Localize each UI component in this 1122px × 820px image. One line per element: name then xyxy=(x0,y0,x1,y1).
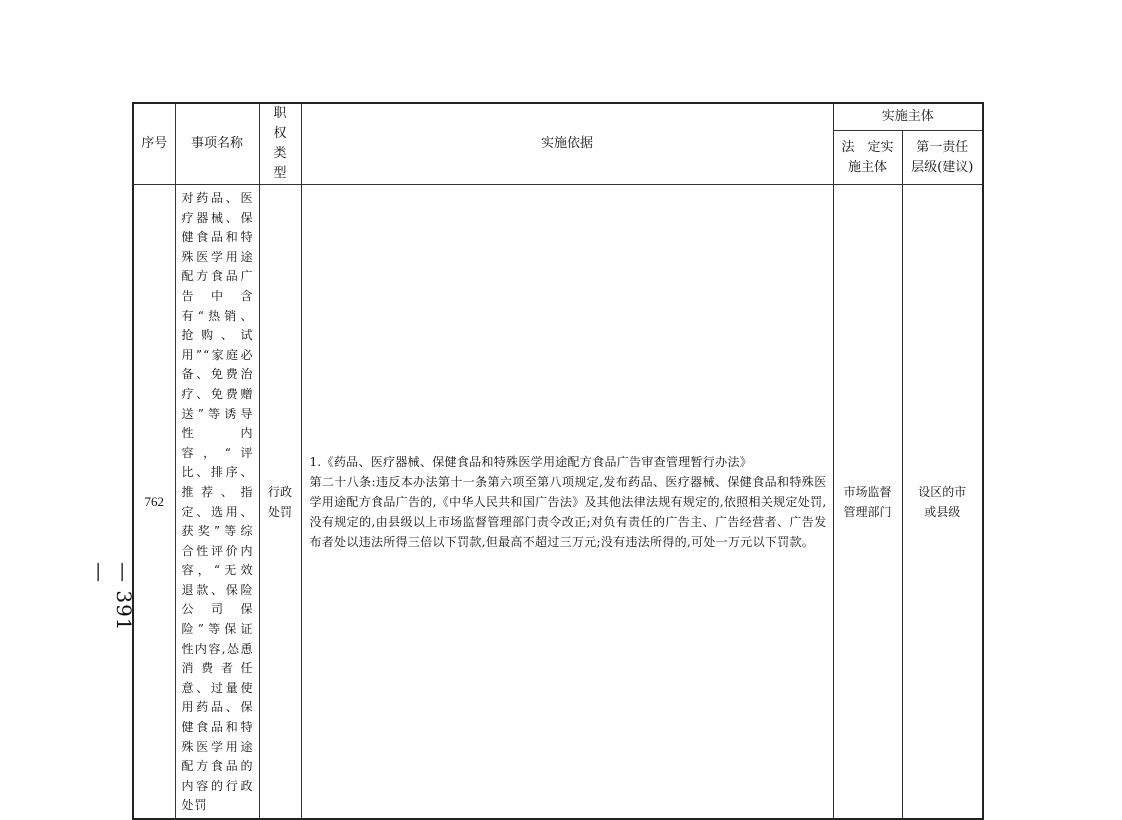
header-first-responsible: 第一责任层级(建议) xyxy=(902,131,983,185)
header-seq: 序号 xyxy=(133,103,175,185)
basis-text: 第二十八条:违反本办法第十一条第六项至第八项规定,发布药品、医疗器械、保健食品和特殊医学用途配方食品广告的,《中华人民共和国广告法》及其他法律法规有规定的,依照相关规定处罚,没有规定的,由县级以上市场监督管理部门责令改正;对负有责任的广告主、广告经营者、广告发布者处以违法所得三倍以下罚款,但最高不超过三万元;没有违法所得的,可处一万元以下罚款。 xyxy=(309,474,827,549)
row-first-responsible: 设区的市或县级 xyxy=(902,185,983,820)
header-legal-subject: 法 定实施主体 xyxy=(833,131,902,185)
header-item-name: 事项名称 xyxy=(175,103,259,185)
row-seq: 762 xyxy=(133,185,175,820)
page-number: — 391 — xyxy=(88,562,136,632)
header-basis: 实施依据 xyxy=(301,103,833,185)
basis-title: 1.《药品、医疗器械、保健食品和特殊医学用途配方食品广告审查管理暂行办法》 xyxy=(309,454,753,469)
header-power-type: 职权类型 xyxy=(259,103,301,185)
enforcement-table xyxy=(132,102,984,820)
row-legal-subject: 市场监督管理部门 xyxy=(833,185,902,820)
row-basis xyxy=(301,185,833,820)
row-item-name: 对药品、医疗器械、保健食品和特殊医学用途配方食品广告中含有“热销、抢购、试用”“家庭必备、免费治疗、免费赠送”等诱导性内容，“评比、排序、推荐、指定、选用、获奖”等综合性评价内容，“无效退款、保险公司保险”等保证性内容,怂恿消费者任意、过量使用药品、保健食品和特殊医学用途配方食品的内容的行政处罚 xyxy=(175,185,259,820)
row-power-type: 行政处罚 xyxy=(259,185,301,820)
header-subject: 实施主体 xyxy=(833,103,983,131)
table-row xyxy=(133,185,983,820)
